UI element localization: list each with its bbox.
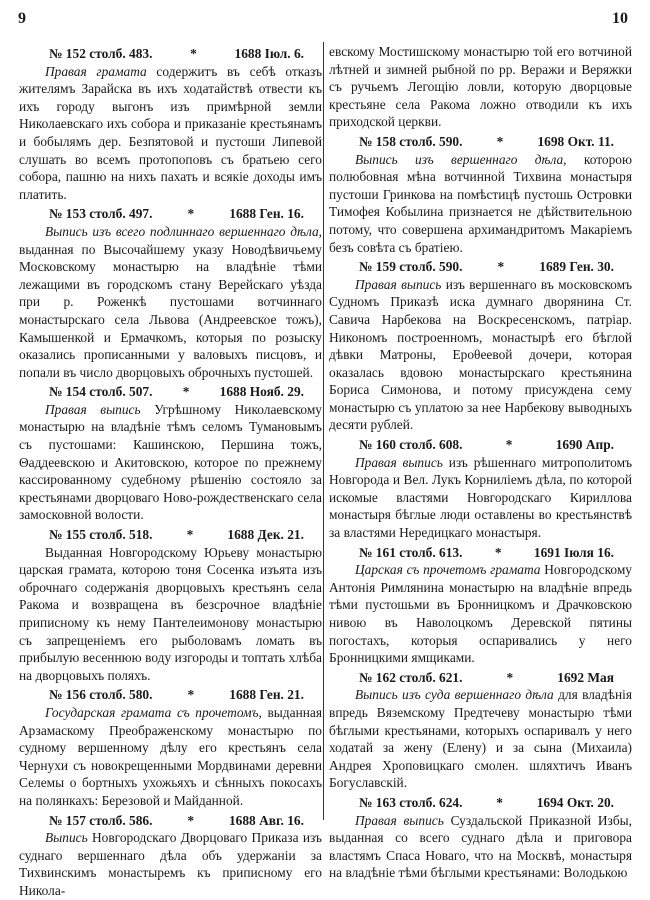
entry-number-column [359,258,462,276]
entry-body [329,561,632,667]
entry-number-column [49,526,152,544]
entry-date: 1692 Мая [557,669,614,685]
entry-text: содержитъ въ себѣ отказъ жителямъ Зарайска въ ихъ ходатайствѣ отвести къ ихъ городу выгонъ изъ примѣрной земли Николаевскаго ихъ собора и приказаніе крестьянамъ и бобылямъ дер. Безпятовой и пустоши Липевой слушать во всемъ протопоповъ съ братьею сего собора, пашню на нихъ пахать и всякіе доходы имъ платить. [19,63,322,202]
entry-heading [19,205,322,223]
entry-heading [19,383,322,401]
entry-column-ref: столб. 518. [89,527,153,543]
entry-document-type: Правая выпись [355,812,444,828]
entry-text: выданная по Высочайшему указу Новодѣвичьему Московскому монастырю на владѣніе тѣми лежащими въ городскомъ стану Верейскаго уѣзда при р. Роженкѣ пустошами вотчиннаго монастырскаго села Львова (Андреевское тожъ), Камышенкой и Ермачкомъ, которыя по розыску оказались прописанными у валовыхъ писцовъ, и попали въ число дворцовыхъ оброчныхъ пустошей. [19,241,322,380]
entry-heading [329,133,632,151]
star-separator: * [506,669,514,685]
entry-heading [19,526,322,544]
entry-date: 1688 Нояб. 29. [219,384,304,400]
entry-number-column [359,436,462,454]
entry-number: № 159 [359,259,396,275]
entry-text: Угрѣшному Николаевскому монастырю на владѣніе тѣмъ селомъ Тумановымъ съ пустошами: Кашинскою, Першина тожъ, Θаддеевскою и Акитовскою, которое по прежнему кассированному судебному рѣшенію состояло за крестьянами дворцоваго Ново-рождественскаго села замосковной волости. [19,401,323,523]
entry-body [329,812,632,882]
entry-date: 1690 Апр. [555,437,614,453]
entry-column-ref: столб. 590. [399,133,463,149]
entry-number: № 153 [49,206,86,222]
star-separator: * [187,812,195,828]
star-separator: * [496,133,504,149]
entry-document-type: Правая выпись [45,401,141,417]
entry-body [329,151,632,257]
entry-heading [329,544,632,562]
entry-number-column [49,45,152,63]
entry-number-column [49,812,152,830]
entry-date: 1689 Ген. 30. [539,259,614,275]
star-separator: * [182,384,190,400]
right-column [329,43,632,882]
entry-text: Суздальской Приказной Избы, выданная со всего суднаго дѣла и приговора властямъ Спаса Новаго, что на Москвѣ, монастыря на владѣніе тѣми бѣглыми крестьянами: Володькою [329,812,632,881]
entry-date: 1691 Іюля 16. [533,544,614,560]
entry-number: № 162 [359,669,396,685]
entry-number: № 160 [359,437,396,453]
entry-body [19,223,322,381]
entry-text: изъ вершеннаго въ московскомъ Судномъ Приказѣ иска думнаго дворянина Ст. Савича Нарбекова на Воскресенскомъ, патріар. Никономъ построенномъ, монастырѣ его бѣглой дѣвки Матроны, Ероθеевой дочери, которая оказалась вдовою монастырскаго крестьянина Бориса Симонова, и потому присуждена сему монастырю съ уплатою за нее Нарбекову выводныхъ десяти рублей. [329,276,633,433]
left-column [19,43,322,900]
entry-text: Выданная Новгородскому Юрьеву монастырю царская грамата, которою тоня Сосенка изъята изъ оброчнаго содержанія дворцовыхъ крестьянъ села Ракома и возвращена въ безсрочное владѣніе приписному къ нему Пантелеимонову монастырю съ запрещеніемъ его рыболовамъ ломать въ прибылую весеннюю воду изгороды и топтать хлѣба на дворцовыхъ поляхъ. [19,544,322,683]
entry-document-type: Выпись изъ вершеннаго дѣла, [355,151,567,167]
entry-heading [19,45,322,63]
entry-date: 1688 Ген. 16. [229,206,304,222]
entry-heading [329,436,632,454]
entry-body [329,686,632,792]
entry-column-ref: столб. 608. [399,437,463,453]
entry-column-ref: столб. 586. [89,812,153,828]
entry-column-ref: столб. 621. [399,669,463,685]
entry-body [19,401,322,524]
entry-document-type: Выпись изъ суда вершеннаго дѣла [355,687,554,703]
entry-number: № 157 [49,812,86,828]
entry-heading [19,686,322,704]
star-separator: * [494,544,502,560]
star-separator: * [496,794,503,810]
entry-number: № 156 [49,687,86,703]
entry-number-column [49,205,152,223]
entry-heading [329,258,632,276]
entry-date: 1688 Авг. 16. [228,812,304,828]
entry-column-ref: столб. 613. [399,544,463,560]
entry-number-column [359,544,462,562]
entry-157-continuation: евскому Мостишскому монастырю той его вотчиной лѣтней и зимней рыбной по рр. Веражи и Веряжки съ ручьемъ Легощію ловли, которую дворцовые крестьяне села Ракома ложно отводили къ ихъ приходской церкви. [329,44,632,130]
entry-column-ref: столб. 624. [399,794,463,810]
entry-date: 1688 Дек. 21. [227,527,304,543]
entry-date: 1694 Окт. 20. [536,794,614,810]
entry-number-column [49,383,152,401]
page-number-left: 9 [18,10,26,27]
star-separator: * [187,206,195,222]
page-number-right: 10 [612,10,628,27]
entry-text: для владѣнія впредь Вяземскому Предтечеву монастырю тѣми бѣглыми крестьянами, которыхъ оспаривалъ у него ходатай за жену (Елену) и за сына (Михаила) Андрея Хроповицкаго смолен. шляхтичъ Иванъ Богуславскій. [329,687,632,791]
star-separator: * [505,437,513,453]
entry-date: 1698 Окт. 11. [537,133,614,149]
column-divider [323,42,324,820]
entry-number: № 158 [359,133,396,149]
entry-date: 1688 Іюл. 6. [234,46,304,61]
entry-column-ref: столб. 483. [89,46,153,61]
entry-body [19,704,322,810]
entry-body [329,276,632,434]
entry-text: которою полюбовная мѣна вотчинной Тихвина монастыря пустоши Гринкова на помѣстицѣ пустошь Островки Тимофея Кобылина признается не дѣйствительною потому, что совершена архимандритомъ Макаріемъ безъ совѣта съ братіею. [329,151,632,255]
entry-column-ref: столб. 580. [89,687,153,703]
entry-document-type: Правая выпись [355,454,443,470]
entry-heading [329,669,632,687]
entry-body [329,454,632,542]
entry-date: 1688 Ген. 21. [229,687,304,703]
star-separator: * [186,527,194,543]
entry-body [19,63,322,204]
entry-column-ref: столб. 507. [89,384,153,400]
entry-document-type: Правая грамата [45,63,147,79]
entry-number-column [359,669,462,687]
entry-number: № 161 [359,544,396,560]
entry-document-type: Царская съ прочетомъ грамата [355,562,541,578]
entry-heading [19,812,322,830]
entry-number-column [359,133,462,151]
entry-body [19,829,322,899]
entry-column-ref: столб. 497. [89,206,153,222]
entry-number: № 154 [49,384,86,400]
entry-text: изъ рѣшеннаго митрополитомъ Новгорода и Вел. Лукъ Корниліемъ дѣла, по которой искомые властями Новгородскаго Кириллова монастыря бѣглые люди оставлены во крестьянствѣ за властями Нередицкаго монастыря. [329,454,632,541]
entry-text: выданная Арзамаскому Преображенскому монастырю по судному вершенному дѣлу его крестьянъ села Чернухи съ новокрещенными Мордвинами деревни Селемы о бортныхъ ухожьяхъ и сѣнныхъ покосахъ на полянкахъ: Березовой и Майданной. [19,704,322,808]
entry-column-ref: столб. 590. [399,259,463,275]
entry-number: № 155 [49,527,86,543]
entry-number-column [49,686,152,704]
entry-body [19,544,322,685]
star-separator: * [497,259,505,275]
star-separator: * [187,687,195,703]
entry-text: Новгородскому Антонія Римлянина монастырю на владѣніе впредь тѣми пустошьми въ Бронницкомъ и Драчковскою нивою въ Наволоцкомъ Деревской пятины погостахъ, которыя оспаривались у него Бронницкими ямщиками. [329,562,632,666]
entry-document-type: Выпись изъ всего подлиннаго вершеннаго дѣла, [45,223,322,239]
entry-text: Новгородскаго Дворцоваго Приказа изъ суднаго вершеннаго дѣла объ удержаніи за Тихвинскимъ монастыремъ къ приписному его Никола- [19,830,322,898]
entry-number-column [359,794,462,812]
entry-document-type: Государская грамата съ прочетомъ, [45,704,262,720]
entry-heading [329,794,632,812]
entry-document-type: Выпись [45,830,88,846]
star-separator: * [190,46,197,61]
entry-document-type: Правая выпись [355,276,442,292]
entry-number: № 163 [359,794,396,810]
entry-number: № 152 [49,46,86,61]
